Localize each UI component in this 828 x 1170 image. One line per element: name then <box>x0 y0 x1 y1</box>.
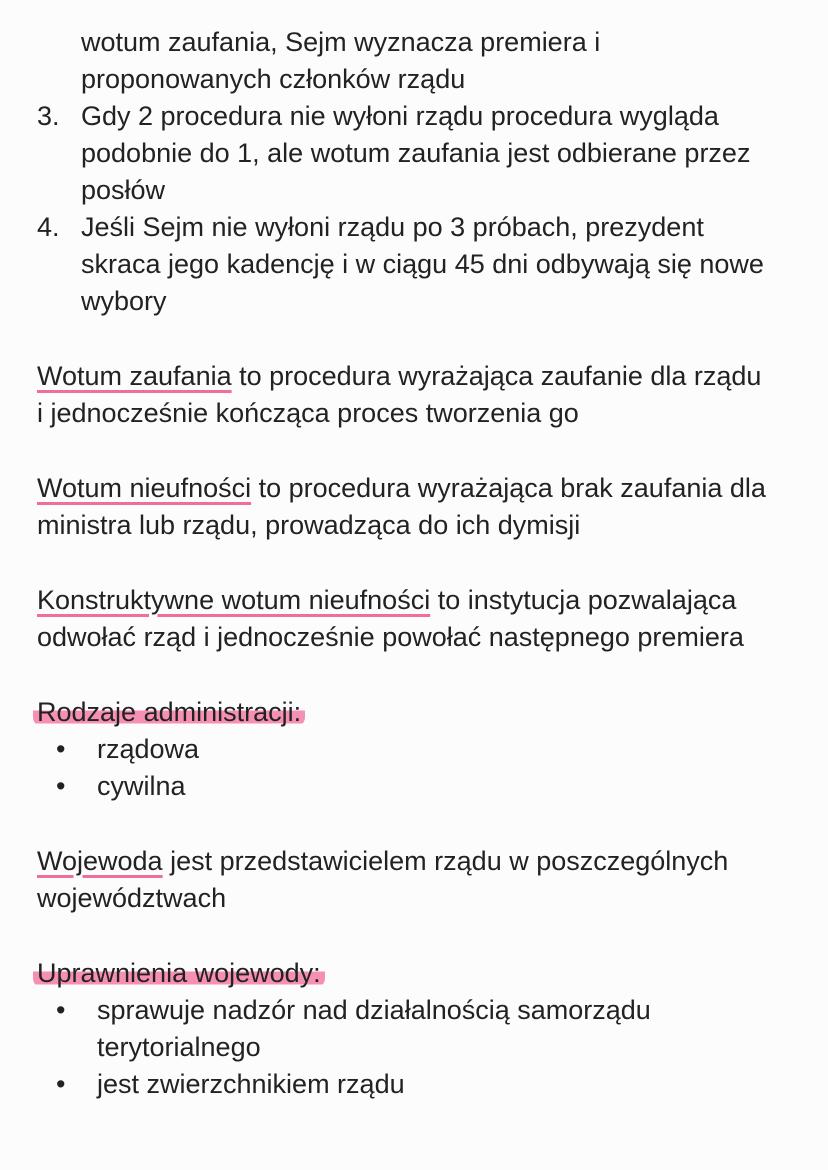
bullet-item <box>0 731 828 768</box>
definition-line: i jednocześnie kończąca proces tworzenia go <box>37 398 579 428</box>
note-page <box>0 24 828 1103</box>
list-item-line: Gdy 2 procedura nie wyłoni rządu procedura wygląda <box>81 101 719 131</box>
bullet-list-powers <box>0 992 828 1103</box>
definition-text: to procedura wyrażająca brak zaufania dla <box>251 473 766 503</box>
bullet-list-admin <box>0 731 828 805</box>
list-item-line: podobnie do 1, ale wotum zaufania jest odbierane przez <box>81 138 751 168</box>
list-number: 4. <box>37 212 60 242</box>
list-item-4 <box>0 209 828 320</box>
definition-line <box>37 358 798 395</box>
definition-term: Wotum zaufania <box>37 361 232 391</box>
definition-wojewoda <box>0 843 828 917</box>
highlighted-heading: Uprawnienia wojewody: <box>33 958 325 988</box>
list-item-line: skraca jego kadencję i w ciągu 45 dni odbywają się nowe <box>81 249 764 279</box>
list-item-line: posłów <box>81 175 166 205</box>
bullet-item <box>0 1066 828 1103</box>
definition-konstruktywne-wotum <box>0 582 828 656</box>
definition-text: to procedura wyrażająca zaufanie dla rządu <box>231 361 762 391</box>
definition-line: województwach <box>37 883 227 913</box>
list-item-continued <box>0 24 828 98</box>
list-item-line: Jeśli Sejm nie wyłoni rządu po 3 próbach, prezydent <box>81 212 704 242</box>
ordered-list <box>0 24 828 320</box>
bullet-dot: • <box>56 771 66 801</box>
bullet-item <box>0 768 828 805</box>
definition-text: to instytucja pozwalająca <box>430 585 737 615</box>
bullet-item <box>0 992 828 1066</box>
list-item-3 <box>0 98 828 209</box>
bullet-text: jest zwierzchnikiem rządu <box>97 1069 405 1099</box>
section-heading-admin <box>0 694 828 731</box>
section-heading-powers <box>0 955 828 992</box>
definition-line: odwołać rząd i jednocześnie powołać następnego premiera <box>37 622 744 652</box>
definition-term: Wotum nieufności <box>37 473 252 503</box>
definition-term: Wojewoda <box>37 846 163 876</box>
definition-term: Konstruktywne wotum nieufności <box>37 585 431 615</box>
bullet-dot: • <box>56 995 66 1025</box>
bullet-text: terytorialnego <box>97 1032 261 1062</box>
list-item-line: wybory <box>81 286 167 316</box>
definition-text: jest przedstawicielem rządu w poszczególnych <box>162 846 729 876</box>
list-item-line: wotum zaufania, Sejm wyznacza premiera i <box>81 27 601 57</box>
bullet-text: sprawuje nadzór nad działalnością samorządu <box>97 995 651 1025</box>
bullet-dot: • <box>56 734 66 764</box>
definition-line <box>37 470 798 507</box>
bullet-text: rządowa <box>97 734 200 764</box>
highlighted-heading: Rodzaje administracji: <box>33 697 305 727</box>
definition-line <box>37 843 798 880</box>
definition-wotum-nieufnosci <box>0 470 828 544</box>
bullet-dot: • <box>56 1069 66 1099</box>
definition-wotum-zaufania <box>0 358 828 432</box>
definition-line: ministra lub rządu, prowadząca do ich dymisji <box>37 510 581 540</box>
list-item-line: proponowanych członków rządu <box>81 64 466 94</box>
bullet-text: cywilna <box>97 771 186 801</box>
list-number: 3. <box>37 101 60 131</box>
definition-line <box>37 582 798 619</box>
